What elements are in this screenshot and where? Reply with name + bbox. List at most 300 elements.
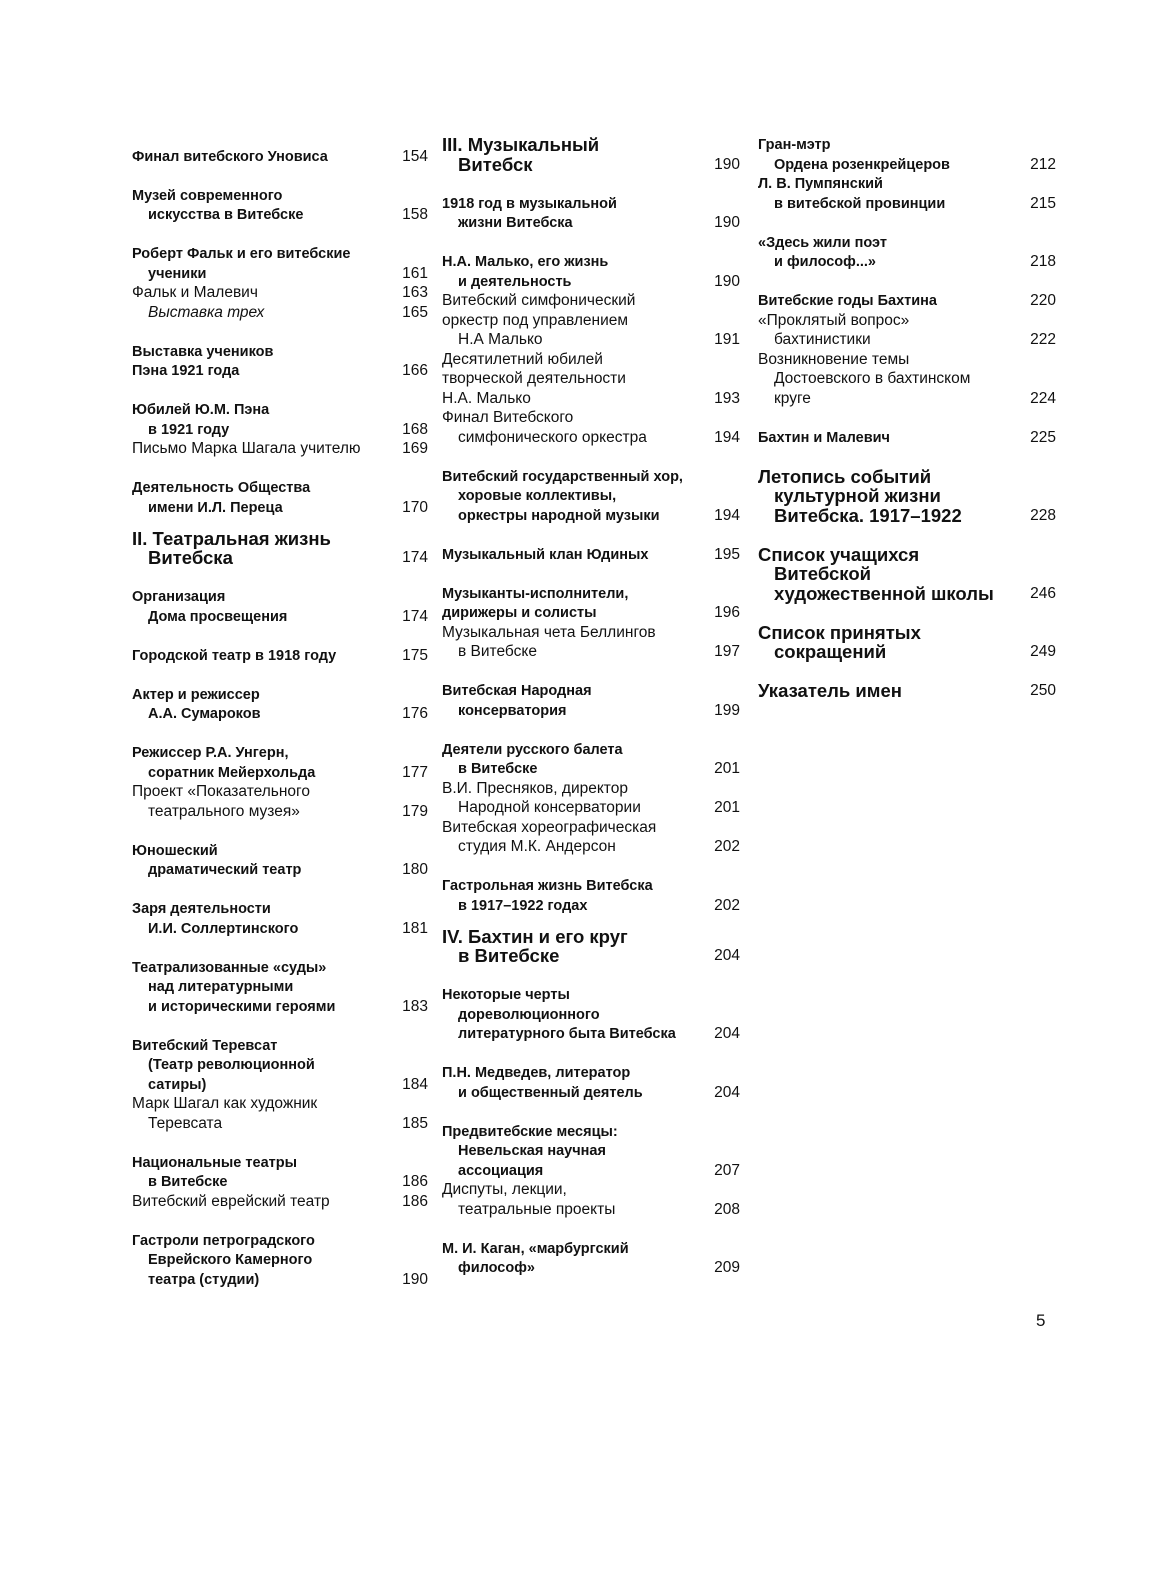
spacer [132, 459, 428, 479]
toc-entry-title: Выставка учеников [132, 343, 274, 360]
toc-page-number: 195 [714, 545, 740, 563]
toc-entry-title: Список принятых [758, 621, 921, 643]
toc-entry-title: дореволюционного [458, 1006, 600, 1023]
toc-entry-line [132, 400, 428, 420]
toc-entry-title: Проект «Показательного [132, 783, 310, 801]
toc-entry-line [758, 369, 1056, 389]
toc-entry-title: (Театр революционной [148, 1057, 315, 1074]
toc-page-number: 249 [1030, 643, 1056, 660]
toc-entry-line [132, 1231, 428, 1251]
toc-entry-title: Юношеский [132, 842, 218, 859]
toc-entry-title: Десятилетний юбилей [442, 350, 603, 368]
toc-page-number: 174 [402, 549, 428, 567]
toc-entry-title: Возникновение темы [758, 350, 910, 368]
toc-entry-line [132, 607, 428, 627]
toc-entry-title: Витебская Народная [442, 683, 592, 699]
toc-entry-title: Витебска. 1917–1922 [774, 504, 962, 526]
toc-entry-line [442, 681, 740, 701]
toc-page-number: 165 [402, 303, 428, 321]
toc-entry-title: ученики [148, 265, 207, 282]
toc-page-number: 224 [1030, 389, 1056, 407]
toc-page-number: 218 [1030, 253, 1056, 270]
toc-entry-title: Выставка трех [148, 303, 265, 321]
toc-page-number: 209 [714, 1259, 740, 1277]
toc-entry-title: Актер и режиссер [132, 686, 260, 703]
toc-entry-line [442, 330, 740, 350]
toc-entry-title: Летопись событий [758, 465, 932, 487]
toc-entry-line [442, 408, 740, 428]
page-number: 5 [1036, 1311, 1046, 1330]
spacer [132, 724, 428, 744]
toc-entry-line [442, 603, 740, 623]
toc-page-number: 179 [402, 802, 428, 820]
toc-entry-title: Роберт Фальк и его витебские [132, 246, 351, 263]
toc-entry-title: Юбилей Ю.М. Пэна [132, 402, 270, 419]
toc-entry-title: Фальк и Малевич [132, 284, 258, 302]
toc-entry-title: Некоторые черты [442, 987, 570, 1004]
toc-entry-line [132, 1055, 428, 1075]
toc-entry-title: в витебской провинции [774, 195, 946, 212]
toc-entry-title: II. Театральная жизнь [132, 527, 331, 549]
toc-entry-line [442, 1161, 740, 1181]
toc-entry-title: и философ...» [774, 254, 876, 270]
toc-entry-line [442, 740, 740, 760]
spacer [758, 603, 1056, 623]
spacer [758, 662, 1056, 682]
toc-entry-line [132, 1172, 428, 1192]
toc-section-line [758, 623, 1056, 643]
toc-entry-title: соратник Мейерхольда [148, 764, 316, 781]
toc-entry-line [442, 1258, 740, 1278]
toc-entry-line [758, 252, 1056, 272]
toc-entry-line [442, 701, 740, 721]
toc-entry-line [758, 155, 1056, 175]
toc-entry-line [132, 1036, 428, 1056]
toc-entry-line [132, 763, 428, 783]
toc-entry-line [758, 194, 1056, 214]
toc-entry-line [132, 1250, 428, 1270]
toc-entry-line [132, 1192, 428, 1212]
toc-entry-line [132, 498, 428, 518]
spacer [132, 665, 428, 685]
toc-entry-line [442, 818, 740, 838]
toc-entry-title: Невельская научная [458, 1143, 606, 1160]
toc-section-line [442, 155, 740, 175]
toc-entry-line [132, 1153, 428, 1173]
toc-entry-line [132, 264, 428, 284]
toc-section-line [442, 946, 740, 966]
spacer [132, 880, 428, 900]
toc-page-number: 190 [402, 1270, 428, 1288]
toc-entry-title: И.И. Соллертинского [148, 920, 299, 937]
spacer [132, 568, 428, 588]
toc-section-line [758, 545, 1056, 565]
toc-entry-title: и общественный деятель [458, 1084, 643, 1101]
toc-entry-line [758, 389, 1056, 409]
toc-entry-title: хоровые коллективы, [458, 488, 617, 504]
toc-entry-line [758, 233, 1056, 253]
toc-page-number: 154 [402, 147, 428, 165]
toc-entry-line [132, 919, 428, 939]
spacer [132, 1133, 428, 1153]
toc-entry-line [132, 977, 428, 997]
spacer [132, 322, 428, 342]
toc-page-number: 204 [714, 947, 740, 965]
toc-entry-title: Деятельность Общества [132, 480, 311, 497]
toc-entry-line [442, 272, 740, 292]
toc-page-number: 207 [714, 1161, 740, 1179]
toc-entry-line [442, 1200, 740, 1220]
toc-entry-line [132, 899, 428, 919]
toc-entry-title: консерватория [458, 702, 567, 719]
toc-page-number: 204 [714, 1025, 740, 1043]
toc-entry-title: Пэна 1921 года [132, 363, 240, 380]
toc-entry-title: Театрализованные «суды» [132, 959, 327, 976]
toc-page-number: 220 [1030, 292, 1056, 309]
toc-page-number: 170 [402, 498, 428, 516]
toc-entry-title: бахтинистики [774, 331, 871, 348]
toc-entry-title: Музей современного [132, 187, 283, 204]
toc-entry-line [442, 1180, 740, 1200]
toc-entry-line [442, 369, 740, 389]
toc-entry-title: в Витебске [148, 1174, 228, 1191]
toc-entry-line [442, 837, 740, 857]
toc-entry-title: IV. Бахтин и его круг [442, 925, 628, 947]
toc-entry-title: Городской театр в 1918 году [132, 647, 337, 664]
toc-entry-title: Витебской [774, 563, 871, 584]
toc-entry-title: П.Н. Медведев, литератор [442, 1065, 631, 1082]
spacer [132, 821, 428, 841]
toc-entry-title: Национальные театры [132, 1154, 297, 1171]
toc-section-line [758, 506, 1056, 526]
toc-entry-title: в 1917–1922 годах [458, 897, 588, 914]
toc-entry-title: круге [774, 389, 811, 407]
toc-entry-line [442, 1024, 740, 1044]
toc-entry-title: Финал Витебского [442, 409, 574, 426]
toc-entry-title: Витебский Теревсат [132, 1037, 278, 1054]
toc-page-number: 174 [402, 607, 428, 625]
toc-entry-title: в 1921 году [148, 421, 230, 438]
toc-entry-title: Письмо Марка Шагала учителю [132, 440, 361, 458]
toc-entry-title: философ» [458, 1260, 535, 1277]
toc-entry-line [132, 342, 428, 362]
toc-page-number: 190 [714, 214, 740, 231]
toc-page-number: 222 [1030, 331, 1056, 348]
toc-page-number: 190 [714, 272, 740, 290]
toc-entry-title: Достоевского в бахтинском [774, 370, 971, 387]
toc-entry-line [442, 584, 740, 604]
toc-entry-line [442, 389, 740, 409]
toc-column-1 [132, 135, 428, 1289]
toc-entry-line [132, 958, 428, 978]
toc-entry-title: Витебска [148, 547, 233, 569]
toc-page-number: 185 [402, 1114, 428, 1132]
toc-page-number: 204 [714, 1083, 740, 1101]
toc-entry-line [132, 646, 428, 666]
spacer [442, 525, 740, 545]
spacer [758, 447, 1056, 467]
spacer [758, 213, 1056, 233]
toc-section-line [758, 642, 1056, 662]
toc-entry-line [442, 896, 740, 916]
toc-entry-line [442, 1239, 740, 1259]
toc-entry-line [442, 486, 740, 506]
toc-entry-line [442, 798, 740, 818]
spacer [442, 915, 740, 927]
toc-page-number: 199 [714, 701, 740, 719]
toc-entry-line [132, 420, 428, 440]
toc-page-number: 208 [714, 1200, 740, 1218]
toc-entry-line [442, 252, 740, 272]
toc-entry-title: театра (студии) [148, 1271, 260, 1288]
toc-page-number: 166 [402, 362, 428, 380]
toc-entry-title: Предвитебские месяцы: [442, 1123, 618, 1140]
toc-entry-line [442, 642, 740, 662]
toc-entry-line [132, 743, 428, 763]
toc-entry-line [132, 1270, 428, 1290]
spacer [442, 662, 740, 682]
toc-entry-line [442, 545, 740, 565]
toc-entry-line [132, 1094, 428, 1114]
toc-entry-line [132, 361, 428, 381]
spacer [758, 525, 1056, 545]
toc-entry-title: Н.А. Малько, его жизнь [442, 254, 609, 270]
toc-entry-title: Финал витебского Уновиса [132, 148, 328, 165]
spacer [442, 1102, 740, 1122]
toc-entry-line [758, 291, 1056, 311]
toc-entry-line [132, 841, 428, 861]
toc-entry-line [442, 213, 740, 233]
toc-entry-line [442, 779, 740, 799]
toc-entry-line [442, 350, 740, 370]
toc-entry-title: Л. В. Пумпянский [758, 176, 883, 192]
toc-section-line [758, 486, 1056, 506]
toc-entry-title: оркестры народной музыки [458, 507, 660, 524]
toc-entry-title: Марк Шагал как художник [132, 1095, 318, 1113]
toc-entry-line [132, 283, 428, 303]
toc-entry-title: и деятельность [458, 273, 572, 290]
toc-entry-line [758, 330, 1056, 350]
toc-entry-title: художественной школы [774, 582, 994, 604]
toc-entry-title: Н.А Малько [458, 331, 543, 348]
toc-entry-line [442, 1083, 740, 1103]
toc-entry-title: Витебский симфонический [442, 292, 636, 309]
toc-entry-title: оркестр под управлением [442, 311, 629, 329]
toc-page-number: 191 [714, 331, 740, 348]
toc-entry-title: ассоциация [458, 1162, 544, 1179]
toc-page-number: 225 [1030, 428, 1056, 446]
toc-entry-title: дирижеры и солисты [442, 605, 597, 621]
toc-section-line [758, 564, 1056, 584]
toc-page-number: 175 [402, 646, 428, 664]
toc-page-number: 196 [714, 604, 740, 621]
toc-entry-line [758, 428, 1056, 448]
toc-entry-line [442, 623, 740, 643]
toc-entry-title: драматический театр [148, 862, 302, 879]
toc-entry-title: жизни Витебска [458, 215, 573, 231]
toc-column-2 [442, 135, 740, 1278]
toc-entry-title: В.И. Пресняков, директор [442, 779, 628, 797]
toc-entry-title: Ордена розенкрейцеров [774, 156, 950, 173]
toc-section-line [132, 548, 428, 568]
spacer [132, 225, 428, 245]
toc-entry-title: Витебский еврейский театр [132, 1192, 330, 1210]
spacer [758, 408, 1056, 428]
toc-entry-line [442, 194, 740, 214]
toc-entry-title: А.А. Сумароков [148, 706, 261, 723]
toc-entry-line [132, 704, 428, 724]
toc-column-3 [758, 135, 1056, 701]
toc-entry-title: Гран-мэтр [758, 137, 831, 153]
toc-page-number: 161 [402, 264, 428, 282]
toc-page-number: 183 [402, 997, 428, 1015]
spacer [132, 938, 428, 958]
toc-entry-title: Музыкальный клан Юдиных [442, 546, 649, 563]
toc-page-number: 250 [1030, 682, 1056, 699]
spacer [442, 1044, 740, 1064]
toc-entry-title: искусства в Витебске [148, 207, 304, 224]
spacer [132, 1016, 428, 1036]
toc-entry-title: Список учащихся [758, 543, 920, 565]
toc-entry-title: театральные проекты [458, 1200, 616, 1218]
toc-entry-title: театрального музея» [148, 802, 300, 820]
toc-page-number: 201 [714, 760, 740, 777]
toc-entry-line [758, 311, 1056, 331]
toc-entry-line [132, 685, 428, 705]
toc-entry-title: симфонического оркестра [458, 428, 647, 446]
toc-entry-line [132, 205, 428, 225]
spacer [132, 381, 428, 401]
spacer [442, 966, 740, 986]
toc-page-number: 194 [714, 428, 740, 446]
toc-entry-title: над литературными [148, 979, 294, 996]
toc-page-number: 202 [714, 838, 740, 855]
toc-page-number: 177 [402, 763, 428, 781]
toc-entry-line [442, 876, 740, 896]
toc-entry-line [132, 860, 428, 880]
toc-entry-title: Н.А. Малько [442, 389, 531, 407]
toc-entry-title: литературного быта Витебска [458, 1026, 676, 1043]
toc-entry-line [132, 997, 428, 1017]
toc-entry-title: студия М.К. Андерсон [458, 838, 616, 855]
spacer [442, 564, 740, 584]
toc-entry-line [132, 782, 428, 802]
toc-entry-title: 1918 год в музыкальной [442, 195, 617, 212]
toc-section-line [758, 467, 1056, 487]
toc-entry-title: III. Музыкальный [442, 134, 600, 155]
toc-entry-title: М. И. Каган, «марбургский [442, 1240, 629, 1257]
toc-entry-title: в Витебске [458, 643, 537, 660]
toc-entry-title: и историческими героями [148, 998, 336, 1015]
toc-entry-title: Бахтин и Малевич [758, 429, 890, 446]
toc-entry-title: «Проклятый вопрос» [758, 311, 910, 329]
toc-page-number: 197 [714, 643, 740, 660]
toc-section-line [758, 681, 1056, 701]
toc-entry-line [442, 1122, 740, 1142]
spacer [442, 233, 740, 253]
toc-entry-title: в Витебске [458, 761, 538, 777]
toc-entry-title: Музыкальная чета Беллингов [442, 623, 656, 641]
toc-page-number: 193 [714, 389, 740, 407]
toc-entry-line [758, 174, 1056, 194]
spacer [132, 626, 428, 646]
toc-page-number: 246 [1030, 584, 1056, 602]
toc-entry-line [442, 1005, 740, 1025]
toc-entry-title: Указатель имен [758, 680, 902, 701]
toc-page-number: 181 [402, 919, 428, 937]
toc-entry-title: Музыканты-исполнители, [442, 585, 629, 602]
toc-entry-title: Витебская хореографическая [442, 818, 657, 836]
toc-entry-title: Теревсата [148, 1114, 223, 1132]
toc-entry-title: Дома просвещения [148, 608, 288, 625]
toc-entry-title: культурной жизни [774, 485, 941, 506]
toc-entry-line [442, 1141, 740, 1161]
toc-entry-title: сокращений [774, 641, 887, 662]
toc-entry-line [132, 802, 428, 822]
toc-entry-title: Заря деятельности [132, 901, 271, 918]
toc-entry-line [442, 311, 740, 331]
toc-entry-title: Гастрольная жизнь Витебска [442, 878, 653, 894]
spacer [442, 447, 740, 467]
spacer [132, 135, 428, 147]
toc-entry-title: Еврейского Камерного [148, 1252, 313, 1269]
toc-entry-title: Витебские годы Бахтина [758, 293, 937, 309]
toc-entry-title: Режиссер Р.А. Унгерн, [132, 745, 289, 762]
toc-page-number: 186 [402, 1192, 428, 1210]
toc-page-number: 194 [714, 506, 740, 524]
toc-page-number: 158 [402, 206, 428, 224]
toc-entry-title: «Здесь жили поэт [758, 234, 887, 251]
toc-entry-title: Гастроли петроградского [132, 1232, 315, 1249]
toc-page-number: 201 [714, 799, 740, 816]
toc-entry-title: Диспуты, лекции, [442, 1181, 567, 1199]
toc-entry-line [132, 478, 428, 498]
spacer [132, 1211, 428, 1231]
toc-entry-line [442, 759, 740, 779]
toc-page-number: 202 [714, 896, 740, 914]
toc-entry-title: сатиры) [148, 1076, 207, 1093]
toc-entry-title: Витебский государственный хор, [442, 468, 683, 485]
spacer [442, 1219, 740, 1239]
toc-entry-line [132, 303, 428, 323]
spacer [442, 857, 740, 877]
toc-entry-title: Народной консерватории [458, 799, 641, 816]
toc-entry-line [132, 147, 428, 167]
toc-entry-line [442, 985, 740, 1005]
toc-entry-title: творческой деятельности [442, 370, 626, 387]
toc-page-number: 184 [402, 1075, 428, 1093]
toc-entry-line [442, 1063, 740, 1083]
toc-entry-line [132, 1075, 428, 1095]
toc-page-number: 168 [402, 420, 428, 438]
toc-page-number: 163 [402, 284, 428, 302]
spacer [132, 166, 428, 186]
toc-entry-line [758, 350, 1056, 370]
toc-page-number: 215 [1030, 194, 1056, 212]
toc-page-number: 186 [402, 1173, 428, 1191]
toc-entry-title: Деятели русского балета [442, 741, 623, 758]
toc-page-number: 190 [714, 155, 740, 173]
toc-entry-line [442, 506, 740, 526]
toc-section-line [442, 135, 740, 155]
toc-section-line [132, 529, 428, 549]
toc-page-number: 169 [402, 440, 428, 458]
toc-entry-line [132, 1114, 428, 1134]
toc-page-number: 176 [402, 705, 428, 723]
toc-page-number: 212 [1030, 155, 1056, 173]
toc-entry-line [442, 428, 740, 448]
toc-page-number: 180 [402, 861, 428, 879]
